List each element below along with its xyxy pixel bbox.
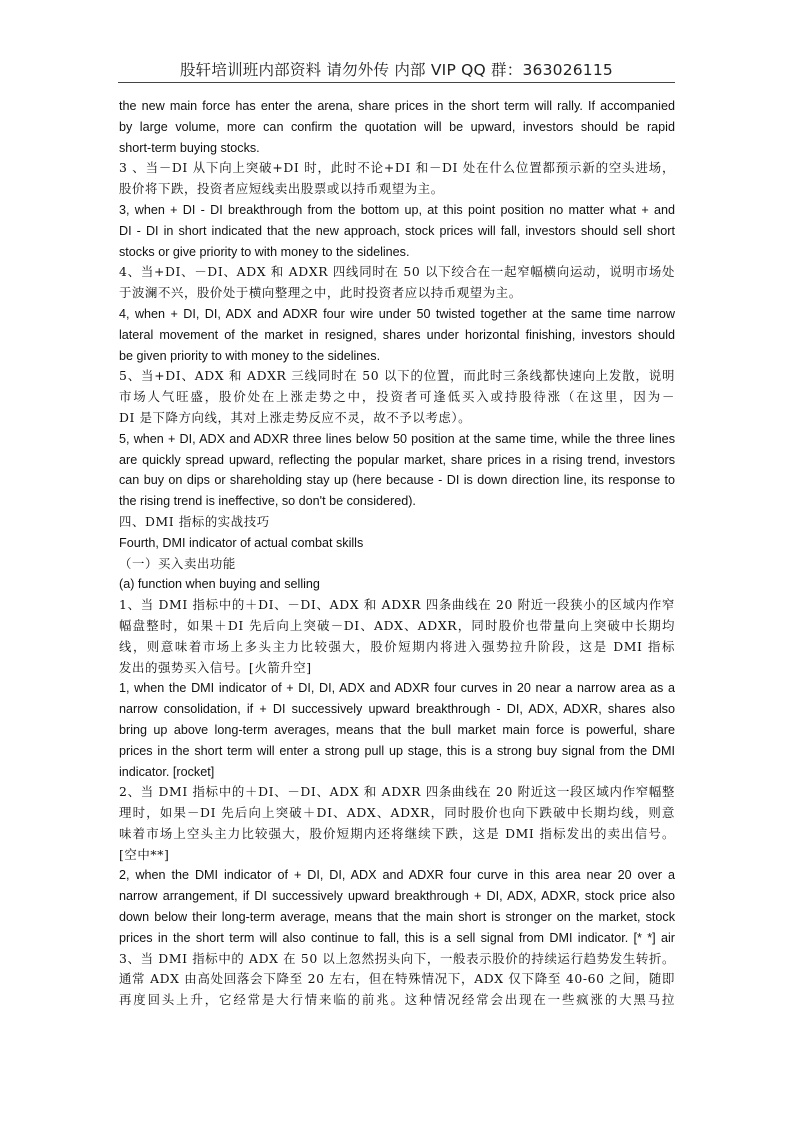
text-line: 3, when + DI - DI breakthrough from the bottom up, at this point position no matter what + and — [119, 202, 675, 217]
text-line: down below their long-term average, means that the main short is stronger on the market, stock — [119, 910, 675, 925]
text-line: the rising trend is ineffective, so don't be considered). — [119, 494, 416, 509]
text-line: [空中**] — [119, 846, 170, 862]
document-body — [119, 96, 675, 1011]
text-line: can buy on dips or shareholding stay up (here because - DI is down direction line, its response to — [119, 473, 675, 488]
text-line: by large volume, more can confirm the quotation will be upward, investors should be rapid — [119, 119, 675, 134]
text-line: prices in the short term will enter a strong pull up stage, this is a strong buy signal from the DMI — [119, 743, 675, 758]
text-line: 4、当+DI、－DI、ADX 和 ADXR 四线同时在 50 以下绞合在一起窄幅横向运动，说明市场处 — [119, 264, 675, 280]
text-line: 发出的强势买入信号。[火箭升空] — [119, 659, 312, 675]
text-line: 味着市场上空头主力比较强大，股价短期内还将继续下跌，这是 DMI 指标发出的卖出信号。 — [119, 825, 675, 841]
text-line: DI 是下降方向线，其对上涨走势反应不灵，故不予以考虑）。 — [119, 409, 472, 425]
text-line: 再度回头上升，它经常是大行情来临的前兆。这种情况经常会出现在一些疯涨的大黑马拉 — [119, 992, 675, 1008]
text-line: 线，则意味着市场上多头主力比较强大，股价短期内将进入强势拉升阶段，这是 DMI 指标 — [119, 638, 675, 654]
text-line: 通常 ADX 由高处回落会下降至 20 左右，但在特殊情况下，ADX 仅下降至 40-60 之间，随即 — [119, 971, 675, 987]
text-line: 3 、当－DI 从下向上突破+DI 时，此时不论+DI 和－DI 处在什么位置都预示新的空头进场， — [119, 160, 675, 176]
header-divider — [118, 82, 675, 83]
text-line: 2, when the DMI indicator of + DI, DI, ADX and ADXR four curve in this area near 20 over a — [119, 868, 675, 883]
text-line: 3、当 DMI 指标中的 ADX 在 50 以上忽然拐头向下，一般表示股价的持续运行趋势发生转折。 — [119, 950, 675, 966]
text-line: indicator. [rocket] — [119, 764, 215, 779]
text-line: the new main force has enter the arena, share prices in the short term will rally. If accompanied — [119, 99, 675, 113]
text-line: lateral movement of the market in resigned, shares under horizontal finishing, investors should — [119, 327, 675, 342]
text-line: 1, when the DMI indicator of + DI, DI, ADX and ADXR four curves in 20 near a narrow area as a — [119, 681, 675, 696]
text-line: 1、当 DMI 指标中的＋DI、－DI、ADX 和 ADXR 四条曲线在 20 附近一段狭小的区域内作窄 — [119, 597, 675, 613]
text-line: 于波澜不兴，股价处于横向整理之中，此时投资者应以持币观望为主。 — [119, 285, 522, 301]
text-line: 2、当 DMI 指标中的＋DI、－DI、ADX 和 ADXR 四条曲线在 20 附近这一段区域内作窄幅整 — [119, 784, 675, 800]
text-line: DI - DI in short indicated that the new approach, stock prices will fall, investors should sell short — [119, 223, 675, 238]
text-line: are quickly spread upward, reflecting the popular market, share prices in a rising trend, investors — [119, 452, 675, 467]
text-line: narrow consolidation, if + DI successively upward breakthrough - DI, ADX, ADXR, shares also — [119, 702, 675, 717]
text-line: prices in the short term will also continue to fall, this is a sell signal from DMI indicator. [* *] air — [119, 930, 675, 945]
text-line: stocks or give priority to with money to the sidelines. — [119, 244, 410, 259]
text-line: short-term buying stocks. — [119, 140, 260, 155]
text-line: Fourth, DMI indicator of actual combat skills — [119, 535, 364, 550]
page-header-title: 股轩培训班内部资料 请勿外传 内部 VIP QQ 群：363026115 — [179, 61, 613, 79]
text-line: 4, when + DI, DI, ADX and ADXR four wire under 50 twisted together at the same time narrow — [119, 306, 675, 321]
text-line: 四、DMI 指标的实战技巧 — [119, 513, 270, 529]
text-line: narrow arrangement, if DI successively upward breakthrough + DI, ADX, ADXR, stock price also — [119, 889, 675, 904]
text-line: 股价将下跌，投资者应短线卖出股票或以持币观望为主。 — [119, 181, 444, 197]
text-line: 幅盘整时，如果＋DI 先后向上突破－DI、ADX、ADXR，同时股价也带量向上突破中长期均 — [119, 617, 675, 633]
text-line: (a) function when buying and selling — [119, 577, 320, 592]
text-line: 市场人气旺盛，股价处在上涨走势之中，投资者可逢低买入或持股待涨（在这里，因为－ — [119, 389, 675, 405]
text-line: 5、当+DI、ADX 和 ADXR 三线同时在 50 以下的位置，而此时三条线都快速向上发散，说明 — [119, 368, 675, 384]
text-line: 5, when + DI, ADX and ADXR three lines below 50 position at the same time, while the three lines — [119, 431, 675, 446]
text-line: be given priority to with money to the sidelines. — [119, 348, 381, 363]
text-line: 理时，如果－DI 先后向上突破＋DI、ADX、ADXR，同时股价也向下跌破中长期均线，则意 — [119, 805, 675, 821]
text-line: bring up above long-term averages, means that the bull market main force is powerful, share — [119, 722, 675, 737]
text-line: （一）买入卖出功能 — [119, 555, 236, 571]
